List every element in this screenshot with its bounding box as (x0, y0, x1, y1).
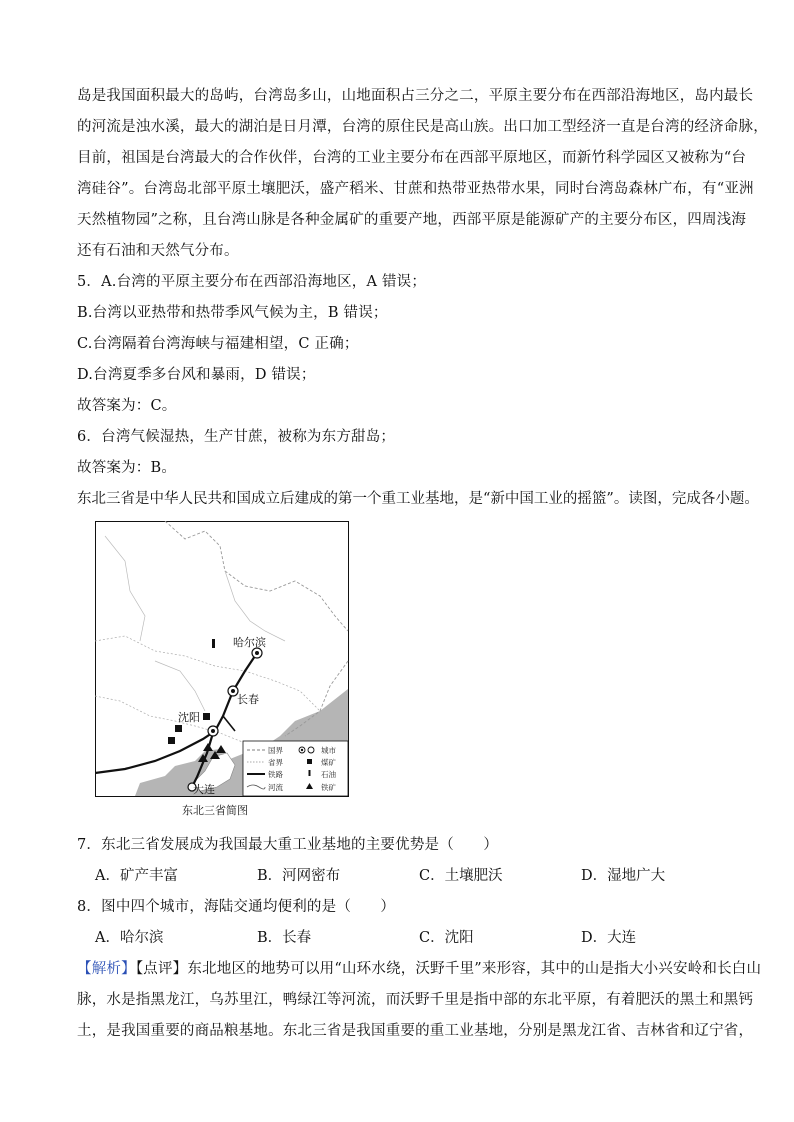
answer5-line: B.台湾以亚热带和热带季风气候为主，B 错误； (77, 305, 388, 321)
intro-line: 还有石油和天然气分布。 (77, 243, 239, 259)
q7-stem: 7．东北三省发展成为我国最大重工业基地的主要优势是（ ） (77, 837, 499, 853)
analysis-line: 脉，水是指黑龙江，乌苏里江，鸭绿江等河流，而沃野千里是指中部的东北平原，有着肥沃的黑土和黑钙 (77, 992, 754, 1008)
q7-option-a: A．矿产丰富 (95, 868, 178, 884)
legend-national-boundary: 国界 (268, 746, 283, 755)
analysis-text: 【点评】东北地区的地势可以用“山环水绕，沃野千里”来形容，其中的山是指大小兴安岭和长白山 (135, 961, 762, 977)
answer5-line: D.台湾夏季多台风和暴雨，D 错误； (77, 367, 316, 383)
q7-option-d: D．湿地广大 (581, 868, 666, 884)
q7-option-b: B．河网密布 (257, 868, 341, 884)
coal-icon (203, 713, 210, 720)
city-label-shenyang: 沈阳 (178, 711, 200, 724)
city-marker-shenyang (208, 726, 218, 736)
analysis-line (77, 957, 761, 978)
q8-option-a: A．哈尔滨 (95, 930, 164, 946)
intro-line: 天然植物园”之称，且台湾山脉是各种金属矿的重要产地，西部平原是能源矿产的主要分布区，四周浅海 (77, 212, 747, 228)
analysis-tag: 【解析】 (77, 961, 136, 977)
intro-line: 湾硅谷”。台湾岛北部平原土壤肥沃，盛产稻米、甘蔗和热带亚热带水果，同时台湾岛森林广布，有“亚洲 (77, 181, 754, 197)
intro-line: 岛是我国面积最大的岛屿，台湾岛多山，山地面积占三分之二，平原主要分布在西部沿海地区，岛内最长 (77, 88, 754, 104)
intro-line: 的河流是浊水溪，最大的湖泊是日月潭，台湾的原住民是高山族。出口加工型经济一直是台湾的经济命脉， (77, 119, 768, 135)
legend-railway: 铁路 (268, 770, 283, 779)
answer6-line: 故答案为：B。 (77, 460, 177, 476)
answer5-line: 5．A.台湾的平原主要分布在西部沿海地区，A 错误； (77, 274, 427, 290)
northeast-map-figure (95, 521, 349, 818)
legend-coal: 煤矿 (321, 758, 336, 767)
legend-river: 河流 (268, 783, 283, 792)
answer6-line: 6．台湾气候湿热，生产甘蔗，被称为东方甜岛； (77, 429, 396, 445)
q7-option-c: C．土壤肥沃 (419, 868, 503, 884)
city-marker-harbin (252, 648, 262, 658)
q8-stem: 8．图中四个城市，海陆交通均便利的是（ ） (77, 899, 396, 915)
question-stem: 东北三省是中华人民共和国成立后建成的第一个重工业基地，是“新中国工业的摇篮”。读图，完成各小题。 (77, 491, 759, 507)
analysis-line: 土，是我国重要的商品粮基地。东北三省是我国重要的重工业基地，分别是黑龙江省、吉林省和辽宁省， (77, 1023, 754, 1039)
city-label-dalian: 大连 (193, 783, 215, 796)
coal-icon (168, 737, 175, 744)
q8-option-d: D．大连 (581, 930, 637, 946)
q8-option-c: C．沈阳 (419, 930, 474, 946)
legend-oil: 石油 (321, 770, 336, 779)
coal-icon (175, 725, 182, 732)
legend-iron: 铁矿 (321, 783, 336, 792)
legend-provincial-boundary: 省界 (268, 758, 283, 767)
answer5-line: 故答案为：C。 (77, 398, 177, 414)
map-caption: 东北三省简图 (182, 804, 248, 817)
legend-city: 城市 (321, 746, 336, 755)
answer5-line: C.台湾隔着台湾海峡与福建相望，C 正确； (77, 336, 359, 352)
q8-option-b: B．长春 (257, 930, 312, 946)
city-label-harbin: 哈尔滨 (233, 636, 266, 649)
city-label-changchun: 长春 (237, 693, 259, 706)
intro-line: 目前，祖国是台湾最大的合作伙伴，台湾的工业主要分布在西部平原地区，而新竹科学园区又被称为“台 (77, 150, 747, 166)
oil-icon (212, 639, 215, 648)
